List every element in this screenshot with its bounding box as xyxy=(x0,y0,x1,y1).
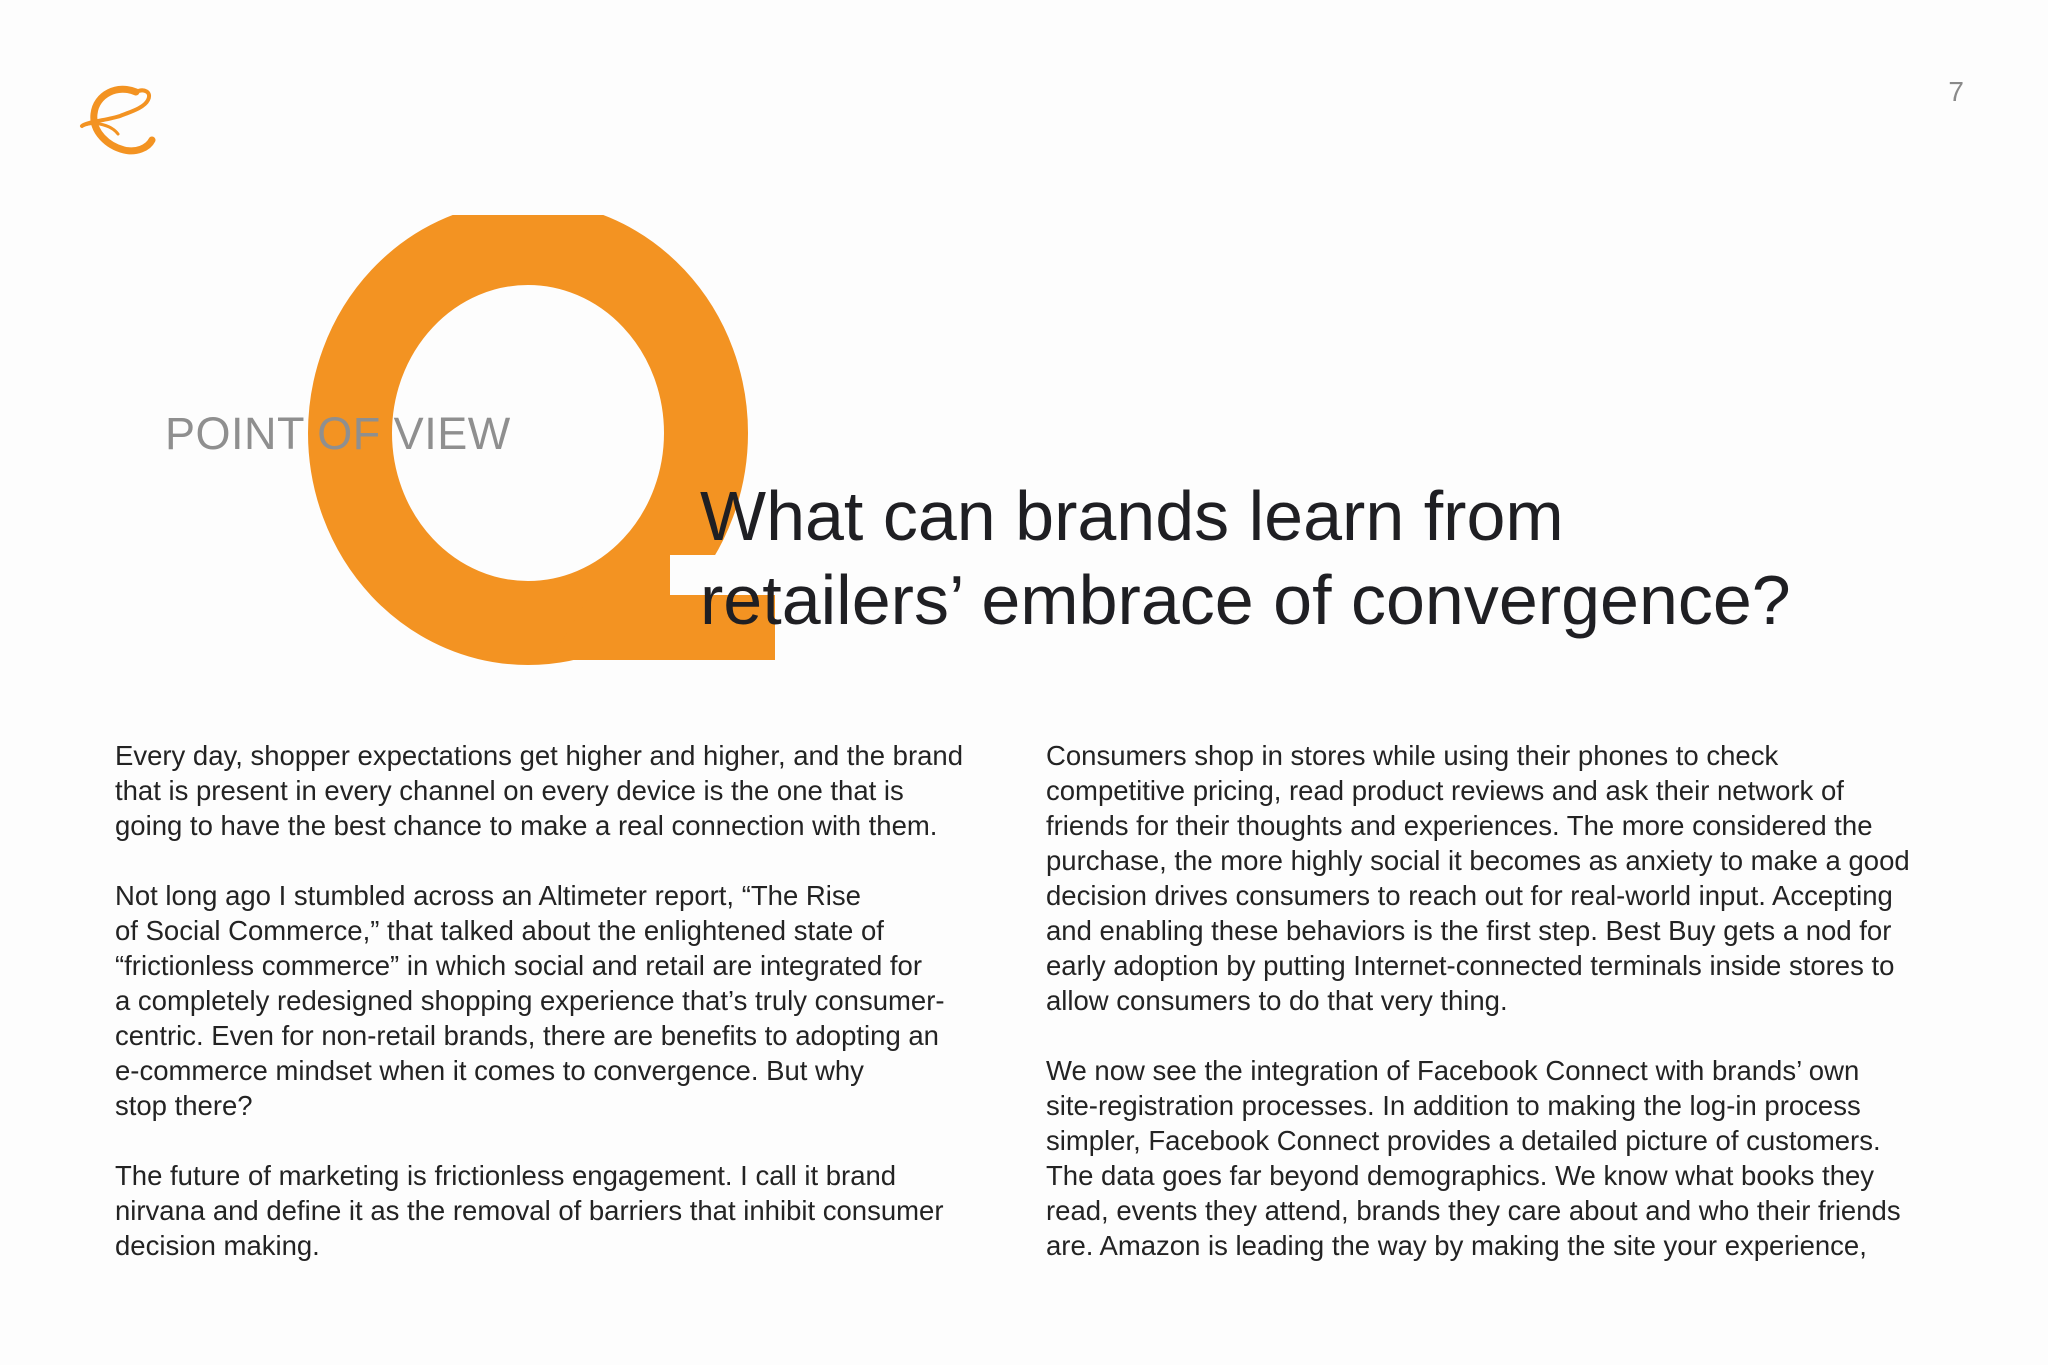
text-line: that is present in every channel on every device is the one that is xyxy=(115,775,904,806)
text-line: are. Amazon is leading the way by making the site your experience, xyxy=(1046,1230,1867,1261)
body-column-left xyxy=(115,738,1015,1298)
text-line: a completely redesigned shopping experience that’s truly consumer- xyxy=(115,985,945,1016)
paragraph xyxy=(1046,738,1946,1018)
text-line: e-commerce mindset when it comes to convergence. But why xyxy=(115,1055,864,1086)
paragraph xyxy=(1046,1053,1946,1263)
text-line: going to have the best chance to make a real connection with them. xyxy=(115,810,938,841)
headline-line: What can brands learn from xyxy=(700,477,1564,555)
paragraph xyxy=(115,878,1015,1123)
text-line: competitive pricing, read product reviews and ask their network of xyxy=(1046,775,1844,806)
text-line: Every day, shopper expectations get higher and higher, and the brand xyxy=(115,740,963,771)
text-line: and enabling these behaviors is the first step. Best Buy gets a nod for xyxy=(1046,915,1892,946)
text-line: friends for their thoughts and experiences. The more considered the xyxy=(1046,810,1873,841)
text-line: Not long ago I stumbled across an Altimeter report, “The Rise xyxy=(115,880,861,911)
text-line: stop there? xyxy=(115,1090,253,1121)
text-line: We now see the integration of Facebook Connect with brands’ own xyxy=(1046,1055,1860,1086)
text-line: The future of marketing is frictionless engagement. I call it brand xyxy=(115,1160,897,1191)
headline-line: retailers’ embrace of convergence? xyxy=(700,561,1791,639)
body-column-right xyxy=(1046,738,1946,1298)
text-line: nirvana and define it as the removal of barriers that inhibit consumer xyxy=(115,1195,944,1226)
text-line: site-registration processes. In addition to making the log-in process xyxy=(1046,1090,1861,1121)
text-line: early adoption by putting Internet-connected terminals inside stores to xyxy=(1046,950,1895,981)
text-line: purchase, the more highly social it becomes as anxiety to make a good xyxy=(1046,845,1910,876)
text-line: allow consumers to do that very thing. xyxy=(1046,985,1508,1016)
text-line: simpler, Facebook Connect provides a detailed picture of customers. xyxy=(1046,1125,1881,1156)
text-line: The data goes far beyond demographics. We know what books they xyxy=(1046,1160,1875,1191)
text-line: Consumers shop in stores while using their phones to check xyxy=(1046,740,1779,771)
page-headline xyxy=(700,474,1960,642)
text-line: “frictionless commerce” in which social and retail are integrated for xyxy=(115,950,922,981)
paragraph xyxy=(115,1158,1015,1263)
text-line: read, events they attend, brands they care about and who their friends xyxy=(1046,1195,1901,1226)
text-line: decision making. xyxy=(115,1230,320,1261)
page-number: 7 xyxy=(1948,76,1964,107)
text-line: of Social Commerce,” that talked about the enlightened state of xyxy=(115,915,884,946)
paragraph xyxy=(115,738,1015,843)
text-line: decision drives consumers to reach out for real-world input. Accepting xyxy=(1046,880,1893,911)
section-label: POINT OF VIEW xyxy=(165,408,511,459)
text-line: centric. Even for non-retail brands, there are benefits to adopting an xyxy=(115,1020,939,1051)
script-c-logo-icon[interactable] xyxy=(78,80,162,166)
